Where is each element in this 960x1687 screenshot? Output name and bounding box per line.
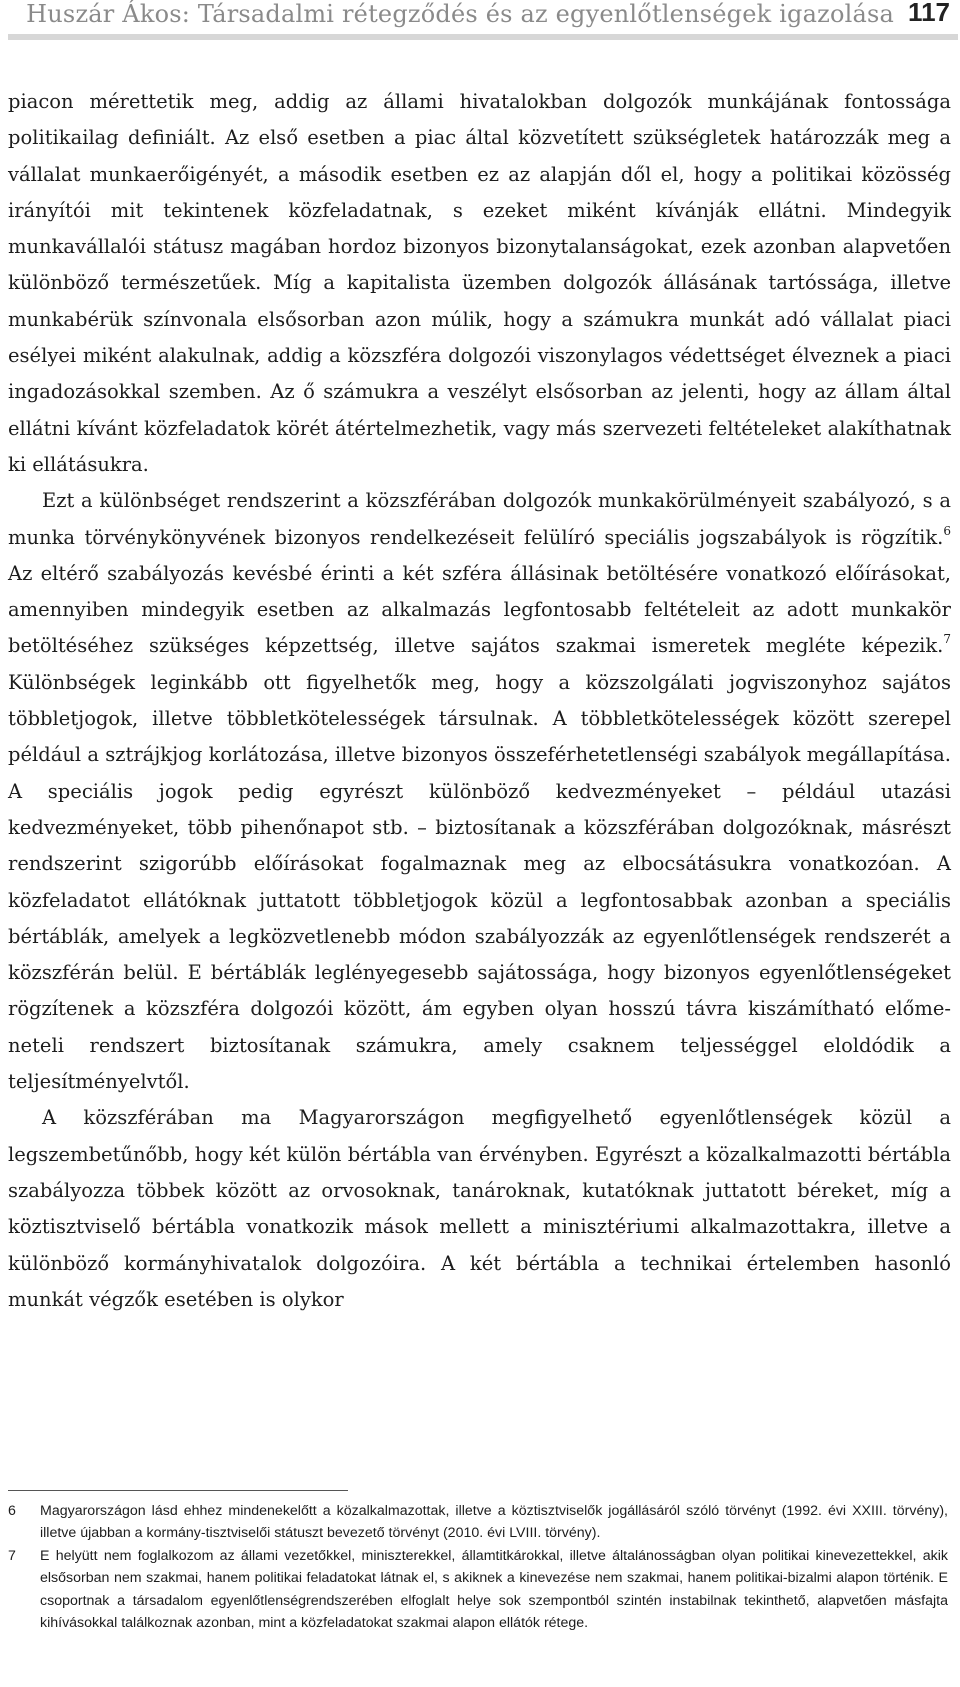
footnote-text: Magyarországon lásd ehhez mindenekelőtt a közalkalmazottak, illetve a köztisztviselők jogállásáról szóló törvényt (1992. évi XXIII. törvény), illetve újabban a kormány-tisztviselői státuszt bevezető törvényt (2010. évi LVIII. törvény). [40, 1503, 948, 1542]
paragraph-2-part-b: Az eltérő szabályozás kevésbé érinti a két szféra állásinak betöltésére vonatkozó előírásokat, amennyiben mindegyik esetben az alkalmazás legfontosabb feltételeit az adott munkakör betöltéséhez szükséges képzettség, illetve sajátos szakmai ismeretek megléte képezik. [8, 561, 951, 658]
footnotes [8, 1500, 948, 1634]
paragraph-2-part-c: Különbségek leginkább ott figyelhetők meg, hogy a közszolgálati jogviszonyhoz sajátos többletjogok, illetve többletkötelességek társulnak. A többletkötelességek között szerepel például a sztrájkjog korlátozása, illetve bizonyos összeférhetetlenségi szabályok megállapítása. A speciális jogok pedig egyrészt különböző kedvezményeket – például utazási kedvezményeket, több pihenőnapot stb. – biztosítanak a közszférában dolgozóknak, másrészt rendszerint szigorúbb előírásokat fogalmaznak meg az elbocsátásukra vonatkozóan. A közfeladatot ellátóknak juttatott többletjogok közül a legfontosabbak azonban a speciális bértáblák, amelyek a legközvetlenebb módon szabályozzák az egyenlőtlenségek rendszerét a közszférán belül. E bértáblák leglényegesebb sajátossága, hogy bizonyos egyenlőtlenségeket rögzítenek a közszféra dolgozói között, ám egyben olyan hosszú távra kiszámítható előmeneteli rendszert biztosítanak számukra, amely csaknem teljességgel eloldódik a teljesítményelvtől. [8, 670, 951, 1094]
paragraph-1: piacon mérettetik meg, addig az állami hivatalokban dolgozók munkájának fontossága politikailag definiált. Az első esetben a piac által közvetített szükségletek határozzák meg a vállalat munkaerőigényét, a második esetben ez az alapján dől el, hogy a politikai közösség irányítói mit tekintenek közfeladatnak, s ezeket miként kívánják ellátni. Mindegyik munkavállalói státusz magában hordoz bizonyos bizonytalanságokat, ezek azonban alapvetően különböző természetűek. Míg a kapitalista üzemben dolgozók állásának tartóssága, illetve munkabérük színvonala elsősorban azon múlik, hogy a számukra munkát adó vállalat piaci esélyei miként alakulnak, addig a közszféra dolgozói viszonylagos védettséget élveznek a piaci ingadozásokkal szemben. Az ő számukra a veszélyt elsősorban az jelenti, hogy az állam által ellátni kívánt közfeladatok körét átértelmezhetik, vagy más szervezeti feltételeket alakíthatnak ki ellátásukra. [8, 90, 951, 476]
footnote-ref-7[interactable]: 7 [943, 632, 951, 647]
main-text [8, 84, 951, 1318]
footnote-7 [8, 1545, 948, 1635]
footnote-ref-6[interactable]: 6 [943, 523, 951, 538]
paragraph-2-part-a: Ezt a különbséget rendszerint a közszférában dolgozók munkakörülményeit szabályozó, s a munka törvénykönyvének bizonyos rendelkezéseit felülíró speciális jogszabályok is rögzítik. [8, 489, 951, 549]
running-title: Huszár Ákos: Társadalmi rétegződés és az egyenlőtlenségek igazolása [26, 0, 895, 28]
footnote-6 [8, 1500, 948, 1545]
footnote-number: 7 [8, 1547, 16, 1564]
paragraph-2 [8, 483, 951, 1100]
footnote-text: E helyütt nem foglalkozom az állami vezetőkkel, miniszterekkel, államtitkárokkal, illetve általánosságban olyan politikai kinevezettekkel, akik elsősorban nem szakmai, hanem politikai feladatokat látnak el, s akiknek a kinevezése nem szakmai, hanem politikai-bizalmi alapon történik. E csoportnak a társadalom egyenlőtlenségrendszerében elfoglalt helye sok szempontból szintén instabilnak tekinthető, alapvetően másfajta kihívásokkal találkoznak azonban, mint a közfeladatokat szakmai alapon ellátók rétege. [40, 1547, 948, 1632]
footnote-divider [8, 1490, 348, 1491]
paragraph-3: A közszférában ma Magyarországon megfigyelhető egyenlőtlenségek közül a legszembetűnőbb, hogy két külön bértábla van érvényben. Egyrészt a közalkalmazotti bértábla szabályozza többek között az orvosoknak, tanároknak, kutatóknak juttatott béreket, míg a köztisztviselő bértábla vonatkozik mások mellett a minisztériumi alkalmazottakra, illetve a különböző kormányhivatalok dolgozóira. A két bértábla a technikai értelemben hasonló munkát végzők esetében is olykor [8, 1106, 951, 1311]
page-number: 117 [908, 0, 950, 27]
footnote-number: 6 [8, 1503, 16, 1519]
running-header [8, 0, 958, 40]
